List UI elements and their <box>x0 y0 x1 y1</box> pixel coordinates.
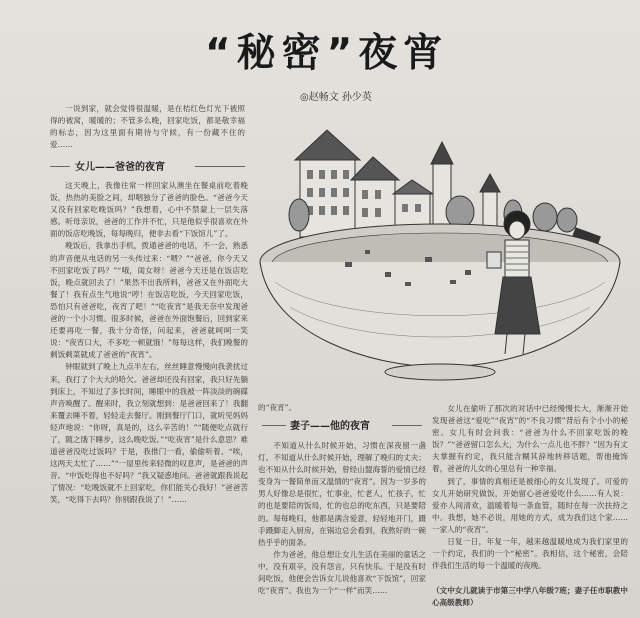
article-title: “秘密”夜宵 <box>205 31 449 76</box>
section3-paragraph: 日复一日，年复一年，越来越温暖地成为我们家里的一个约定，我们的一个“秘密”。我相信，这个秘密，会陪伴我们生活的每一个温暖的夜晚。 <box>432 537 628 571</box>
section3-paragraph: 到了，事情的真相还是被细心的女儿发现了。可爱的女儿开始研究做饭，开始留心爸爸爱吃什么……有人说：爱亦人间清欢，温暖着每一条血管，随时在每一次扶持之中。我想，她不必说，用她的方式，成为我们这个家……一家人的“夜宵”。 <box>432 476 628 534</box>
bowl <box>260 224 620 380</box>
section3-paragraph: 女儿在偷听了那次的对话中已经慢慢长大，渐渐开始发现爸爸这“爱吃”“夜宵”的“不良习惯”背后有个小小的秘密。女儿有时会问我：“爸爸为什么不回家吃饭的晚饭？”“爸爸留口怎么大，为什么一点儿也不胖？”因为有丈夫掌握有约定，我只能含糊其辞地转移话题，帮他掩饰着，爸爸的儿女的心里总有一种幸福。 <box>432 404 628 474</box>
section1-heading: 女儿——爸爸的夜宵 <box>75 162 165 173</box>
illustration-caption: 的“夜宵”。 <box>258 403 297 412</box>
section2-paragraph: 不知道从什么时候开始，习惯在深夜留一盏灯。不知道从什么时候开始，理解了晚归的丈夫；也不知从什么时候开始，曾经山盟海誓的爱情已经变身为一餐简单而又温情的“夜宵”。因为一岁多的男人好像总是很忙，忙事业，忙老人，忙孩子，忙的也是要陪的饭局，忙的也总的吃东西，只是要陪的。每每晚归，他都是满含爱意，轻轻地开门，蹑手蹑脚走入厨房，在锅边总会看到，我熬好的一碗热乎乎的面条。 <box>258 441 426 547</box>
section1-body <box>50 180 248 605</box>
footnote-text: （文中女儿就读于市第三中学八年级7班；妻子任市职教中心高级教师） <box>432 586 628 608</box>
article-footnote <box>432 585 628 611</box>
section2-paragraph: 作为爸爸，他总想让女儿生活在美丽的童话之中，没有艰辛，没有怨言，只有快乐。于是没有时间吃饭，他便会告诉女儿说他喜欢“下饭馆”，回家吃“夜宵”。我也为一个“一样”而笑…… <box>258 549 426 596</box>
section1-paragraph: 晚饭后，我拿出手机，拨通爸爸的电话，不一会，熟悉的声音便从电话的另一头传过来：“喂？”“爸爸，你今天又不回家吃饭了吗？”“哦，闺女呀！爸爸今天还是在饭店吃饭，晚点就回去了！”果然不出我所料，爸爸又在外面吃大餐了！我有点生气地说“哼！在饭店吃饭，今天回家吃饭，恐怕只有爸爸吃，夜宵了吧！”“吃夜宵”是我无奈中发现爸爸的一个小习惯。很多时候，爸爸在外面饱餐后，回到家来还要再吃一餐，我十分奇怪，问起来，爸爸就呵呵一笑说：“夜宵口大，不多吃一顿就饿！”每每这样，我们晚餐的剩饭剩菜就成了爸爸的“夜宵”。 <box>50 241 248 360</box>
section1-rule-left <box>50 166 70 167</box>
article-byline: ◎赵畅文 孙少英 <box>300 92 372 103</box>
section2-body <box>258 440 426 610</box>
section2-heading: 妻子——他的夜宵 <box>290 421 370 432</box>
section2-rule-right <box>392 425 422 426</box>
section3-body <box>432 403 628 583</box>
section1-paragraph: 钟眼就到了晚上九点半左右，丝丝睡意慢慢向我袭扰过来，我打了个大大的哈欠。爸爸却还没有回家，我只好先躺到床上，不知过了多长时间，睡眼中的我被一阵淡淡的碗碟声音唤醒了。醒来时，我立刻就想到：是爸爸回来了！我翻来覆去睡不着，轻轻走去餐厅。刚到餐厅门口，就听见妈妈轻声地说：“你呀，真是的，这么辛苦的！”“随便吃点就行了，随之饿下睡步，这么晚吃饭。”“吃夜宵”是什么意思？难道爸爸没吃过饭吗？于是，我推门一看，偷偷听着。“唉，这两天太忙了……”“一屋里传来轻微的叹息声，是爸爸的声音。“中饭吃得也不好吗？”我又疑惑地问。爸爸就跟我说起了情况：“吃晚饭就不上回家吃，你们能关心我好！”爸爸苦笑，“吃得下去吗？你别跟我说了！”…… <box>50 362 248 505</box>
intro-paragraph: 一说到家，就会觉得很温暖，是在桔红色灯光下被照得的被窝，暖暖的；不管多么晚，回家吃饭，都是敬幸福的标志，因为这里面有期待与守候，有一份藏不住的爱…… <box>50 104 245 150</box>
article-intro <box>50 103 245 153</box>
section2-rule-left <box>262 425 286 426</box>
section1-rule-right <box>195 166 245 167</box>
section1-paragraph: 这天晚上，我像往常一样回家从澳坐在餐桌前吃着晚饭，热热的美脸之间，却咽独分了爸爸的脸色。“爸爸今天又没有回家吃晚饭吗？”我想着，心中不禁蒙上一层失落感。听母亲说，爸爸的工作并不忙，只是他似乎很喜欢在外面的饭店吃晚饭，每每晚归，便非去看“下饭馆儿”了。 <box>50 181 248 239</box>
bowl-town-illustration <box>255 122 630 397</box>
